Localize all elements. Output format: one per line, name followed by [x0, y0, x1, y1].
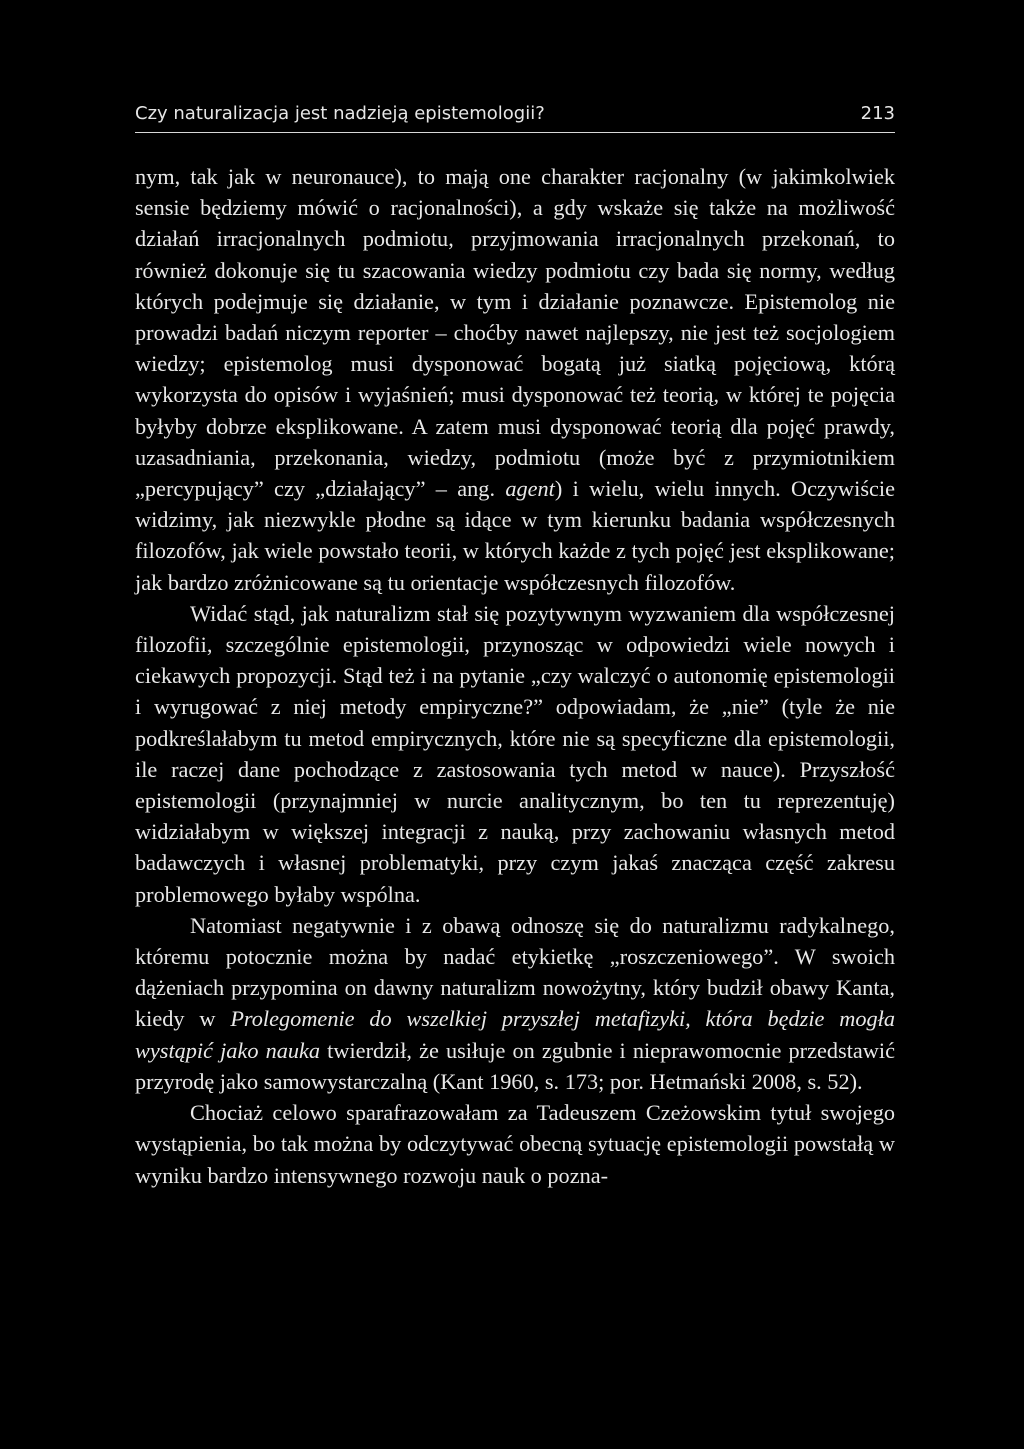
paragraph-1	[135, 161, 895, 598]
paragraph-2	[135, 598, 895, 910]
running-head-title: Czy naturalizacja jest nadzieją epistemologii?	[135, 103, 545, 124]
text-segment: Widać stąd, jak naturalizm stał się pozytywnym wyzwaniem dla współczesnej filozofii, szczególnie epistemologii, przynosząc w odpowiedzi wiele nowych i ciekawych propozycji. Stąd też i na pytanie „czy walczyć o autonomię epistemologii i wyrugować z niej metody empiryczne?” odpowiadam, że „nie” (tyle że nie podkreślałabym tu metod empirycznych, które nie są specyficzne dla epistemologii, ile raczej dane pochodzące z zastosowania tych metod w nauce). Przyszłość epistemologii (przynajmniej w nurcie analitycznym, bo ten tu reprezentuję) widziałabym w większej integracji z nauką, przy zachowaniu własnych metod badawczych i własnej problematyki, przy czym jakaś znacząca część zakresu problemowego byłaby wspólna.	[135, 600, 895, 907]
italic-term-agent: agent	[505, 476, 555, 502]
italic-book-title: Prolegomenie do wszelkiej przyszłej metafizyki, która będzie mogła wystąpić jako nauka	[135, 1006, 895, 1063]
text-segment: Natomiast negatywnie i z obawą odnoszę się do naturalizmu radykalnego, któremu potocznie można by nadać etykietkę „roszczeniowego”. W swoich dążeniach przypomina on dawny naturalizm nowożytny, który budził obawy Kanta, kiedy w	[135, 912, 895, 1032]
page-number: 213	[860, 103, 895, 124]
paragraph-4	[135, 1097, 895, 1191]
paragraph-3	[135, 910, 895, 1097]
text-segment: nym, tak jak w neuronauce), to mają one charakter racjonalny (w jakimkolwiek sensie będziemy mówić o racjonalności), a gdy wskaże się także na możliwość działań irracjonalnych podmiotu, przyjmowania irracjonalnych przekonań, to również dokonuje się tu szacowania wiedzy podmiotu czy bada się normy, według których podejmuje się działanie, w tym i działanie poznawcze. Epistemolog nie prowadzi badań niczym reporter – choćby nawet najlepszy, nie jest też socjologiem wiedzy; epistemolog musi dysponować bogatą już siatką pojęciową, którą wykorzysta do opisów i wyjaśnień; musi dysponować też teorią, w której te pojęcia byłyby dobrze eksplikowane. A zatem musi dysponować teorią dla pojęć prawdy, uzasadniania, przekonania, wiedzy, podmiotu (może być z przymiotnikiem „percypujący” czy „działający” – ang.	[135, 164, 895, 502]
text-segment: Chociaż celowo sparafrazowałam za Tadeuszem Czeżowskim tytuł swojego wystąpienia, bo tak można by odczytywać obecną sytuację epistemologii powstałą w wyniku bardzo intensywnego rozwoju nauk o pozna-	[135, 1100, 895, 1188]
text-segment: twierdził, że usiłuje on zgubnie i nieprawomocnie przedstawić przyrodę jako samowystarczalną (Kant 1960, s. 173; por. Hetmański 2008, s. 52).	[135, 1037, 895, 1094]
running-head	[135, 103, 895, 133]
body-text	[135, 161, 895, 1191]
text-segment: ) i wielu, wielu innych. Oczywiście widzimy, jak niezwykle płodne są idące w tym kierunku badania współczesnych filozofów, jak wiele powstało teorii, w których każde z tych pojęć jest eksplikowane; jak bardzo zróżnicowane są tu orientacje współczesnych filozofów.	[135, 476, 895, 595]
book-page	[135, 103, 895, 1191]
